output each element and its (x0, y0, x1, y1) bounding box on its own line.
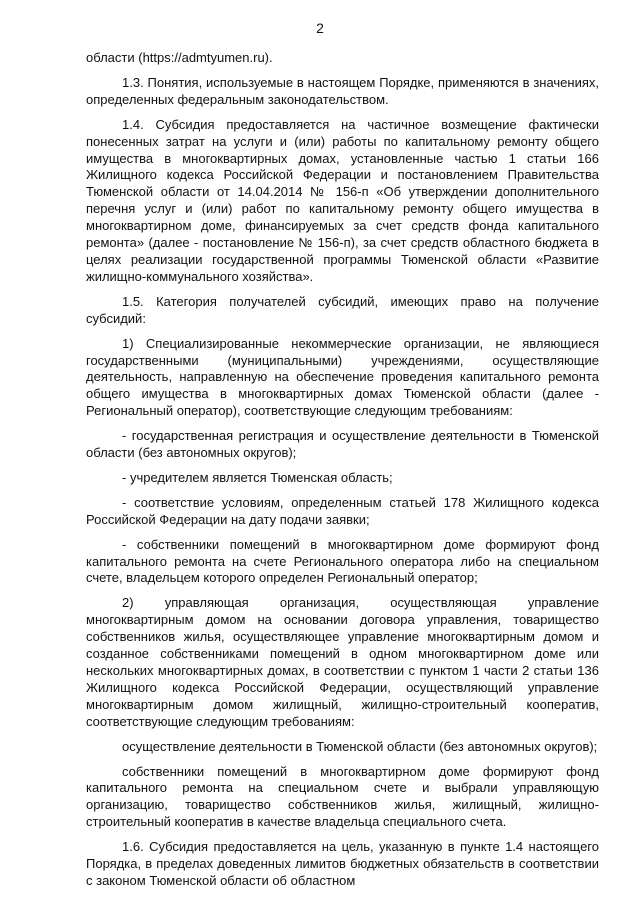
paragraph-1-3: 1.3. Понятия, используемые в настоящем Порядке, применяются в значениях, определенных федеральным законодательством. (86, 74, 599, 107)
requirement-activity: осуществление деятельности в Тюменской области (без автономных округов); (122, 738, 598, 754)
paragraph-1-6: 1.6. Субсидия предоставляется на цель, указанную в пункте 1.4 настоящего Порядка, в пределах доведенных лимитов бюджетных обязательств в соответствии с законом Тюменской области об областном (86, 839, 599, 888)
paragraph-category-1: 1) Специализированные некоммерческие организации, не являющиеся государственными (муниципальными) учреждениями, осуществляющие деятельность, направленную на обеспечение проведения капитального ремонта общего имущества в многоквартирных домах Тюменской области (далее - Региональный оператор), соответствующие следующим требованиям: (86, 335, 599, 419)
requirement-special-account: собственники помещений в многоквартирном доме формируют фонд капитального ремонта на специальном счете и выбрали управляющую организацию, товарищество собственников жилья, жилищный, жилищно-строительный кооператив в качестве владельца специального счета. (86, 763, 599, 830)
requirement-fund-account: - собственники помещений в многоквартирном доме формируют фонд капитального ремонта на счете Регионального оператора либо на специальном счете, владельцем которого определен Региональный оператор; (86, 536, 599, 586)
paragraph-1-4: 1.4. Субсидия предоставляется на частичное возмещение фактически понесенных затрат на услуги и (или) работы по капитальному ремонту общего имущества в многоквартирных домах, установленные частью 1 статьи 166 Жилищного кодекса Российской Федерации и постановлением Правительства Тюменской области от 14.04.2014 № 156-п «Об утверждении дополнительного перечня услуг и (или) работ по капитальному ремонту общего имущества в многоквартирном доме, финансируемых за счет средств фонда капитального ремонта» (далее - постановление № 156-п), за счет средств областного бюджета в целях реализации государственной программы Тюменской области «Развитие жилищно-коммунального хозяйства». (86, 116, 599, 284)
paragraph-source-link: области (https://admtyumen.ru). (86, 50, 273, 65)
requirement-founder: - учредителем является Тюменская область; (122, 469, 393, 485)
document-body (86, 50, 599, 898)
requirement-registration: - государственная регистрация и осуществление деятельности в Тюменской области (без автономных округов); (86, 428, 599, 461)
page-number: 2 (316, 20, 324, 36)
paragraph-category-2: 2) управляющая организация, осуществляющая управление многоквартирным домом на основании договора управления, товарищество собственников жилья, осуществляющее управление многоквартирным домом и созданное собственниками помещений в одном многоквартирном доме или нескольких многоквартирных домах, в соответствии с пунктом 1 части 2 статьи 136 Жилищного кодекса Российской Федерации, осуществляющий управление многоквартирным домом жилищный, жилищно-строительный кооператив, соответствующие следующим требованиям: (86, 595, 599, 729)
requirement-article-178: - соответствие условиям, определенным статьей 178 Жилищного кодекса Российской Федерации на дату подачи заявки; (86, 494, 599, 527)
paragraph-1-5: 1.5. Категория получателей субсидий, имеющих право на получение субсидий: (86, 293, 599, 326)
